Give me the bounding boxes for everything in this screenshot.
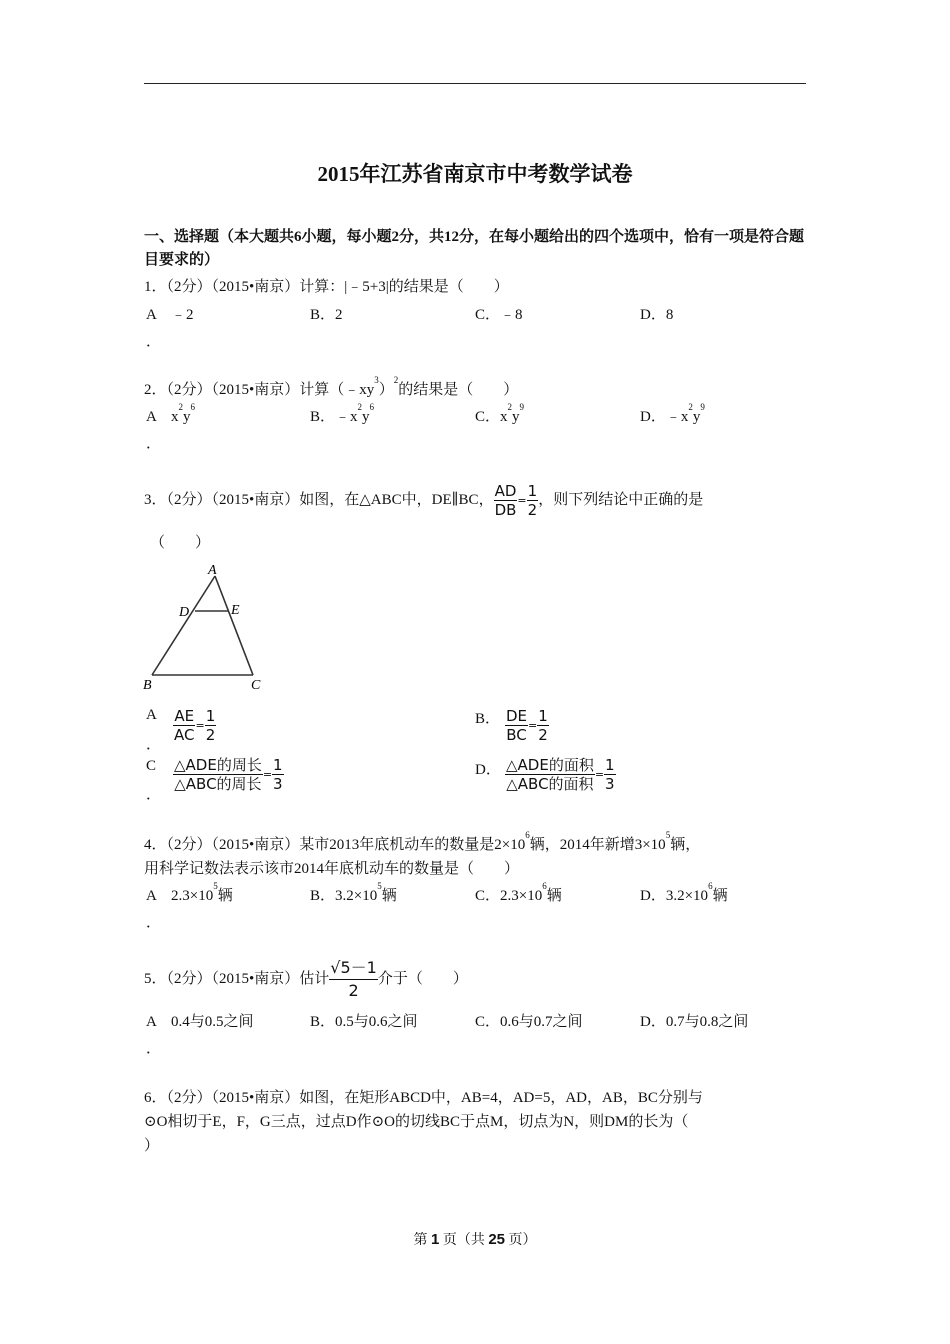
q1-option-d: D．8 [640,307,674,323]
question-4-line1: 4．（2分）（2015•南京）某市2013年底机动车的数量是$2\times 10^6$辆，2014年新增$3\times 10^5$辆， [144,830,701,853]
q2-option-c: C．$x^2y^9$ [475,402,525,425]
header-rule [144,83,806,84]
q5-option-c: C．0.6与0.7之间 [475,1014,583,1030]
q3-option-d: $\frac{\text{△ADE的面积}}{\text{△ABC的面积}}$ = $\frac{1}{3}$ [506,756,615,793]
q5-option-d: D．0.7与0.8之间 [640,1014,749,1030]
q3-option-a-letter: A [146,707,157,723]
label-b: B [143,678,152,693]
q1-option-b: B．2 [310,307,343,323]
question-6-line2: ⊙O相切于E，F，G三点，过点D作⊙O的切线BC于点M，切点为N，则DM的长为（ [144,1114,689,1130]
page-title: 2015年江苏省南京市中考数学试卷 [317,162,633,186]
q3-option-b: $\frac{DE}{BC}$ = $\frac{1}{2}$ [506,707,548,744]
q3-option-a-dot: ． [146,737,162,753]
triangle-figure [140,558,270,698]
q4-option-d: D．$3.2\times 10^6$辆 [640,881,728,904]
q5-option-a: A 0.4与0.5之间 [146,1014,254,1030]
label-a: A [208,563,217,578]
q3-option-c-dot: ． [146,787,162,803]
q4-option-c: C．$2.3\times 10^6$辆 [475,881,562,904]
q2-option-a-dot: ． [146,436,162,452]
q5-option-a-dot: ． [146,1041,162,1057]
q3-ratio-ad-db: $\frac{AD}{DB}$ [494,482,517,519]
side-ac [215,576,253,675]
q4-option-a: A $2.3\times 10^5$辆 [146,881,233,904]
question-5: 5．（2分）（2015•南京）估计 $\frac{√5-1}{2}$ 介于（ ） [144,958,468,1000]
label-c: C [251,678,261,693]
q5-option-b: B．0.5与0.6之间 [310,1014,418,1030]
question-2: 2．（2分）（2015•南京）计算$(﹣xy^3)^2$的结果是（ ） [144,375,519,398]
question-1: 1．（2分）（2015•南京）计算：|﹣5+3|的结果是（ ） [144,279,509,295]
q2-option-d: D．$﹣x^2y^9$ [640,402,705,425]
q3-option-d-letter: D． [475,762,501,778]
q3-ratio-half: $\frac{1}{2}$ [527,482,538,519]
q3-option-c-letter: C [146,758,157,774]
q2-option-a: A $x^2y^6$ [146,402,196,425]
q3-option-c: $\frac{\text{△ADE的周长}}{\text{△ABC的周长}}$ = $\frac{1}{3}$ [174,756,283,793]
page-footer: 第 1 页（共 25 页） [413,1231,537,1248]
q1-option-a-dot: ． [146,334,162,350]
q3-option-a: $\frac{AE}{AC}$ = $\frac{1}{2}$ [174,707,216,744]
question-4-line2: 用科学记数法表示该市2014年底机动车的数量是（ ） [144,861,520,877]
question-3: 3．（2分）（2015•南京）如图，在△ABC中，DE∥BC， $\frac{AD}{DB}$ = $\frac{1}{2}$ ，则下列结论中正确的是 [144,482,704,519]
side-ab [152,576,215,675]
q4-option-a-dot: ． [146,915,162,931]
question-6-line3: ） [144,1138,160,1154]
label-d: D [179,605,190,620]
question-6-line1: 6．（2分）（2015•南京）如图，在矩形ABCD中，AB=4，AD=5，AD，AB，BC分别与 [144,1090,703,1106]
q3-option-b-letter: B． [475,711,501,727]
section-heading: 一、选择题（本大题共6小题，每小题2分，共12分，在每小题给出的四个选项中，恰有一项是符合题目要求的） [144,229,805,268]
q4-option-b: B．$3.2\times 10^5$辆 [310,881,397,904]
q1-option-a: A ﹣2 [146,307,194,323]
question-3-paren: （ ） [150,535,211,551]
q1-option-c: C．﹣8 [475,307,523,323]
label-e: E [231,603,240,618]
q2-option-b: B．$﹣x^2y^6$ [310,402,375,425]
